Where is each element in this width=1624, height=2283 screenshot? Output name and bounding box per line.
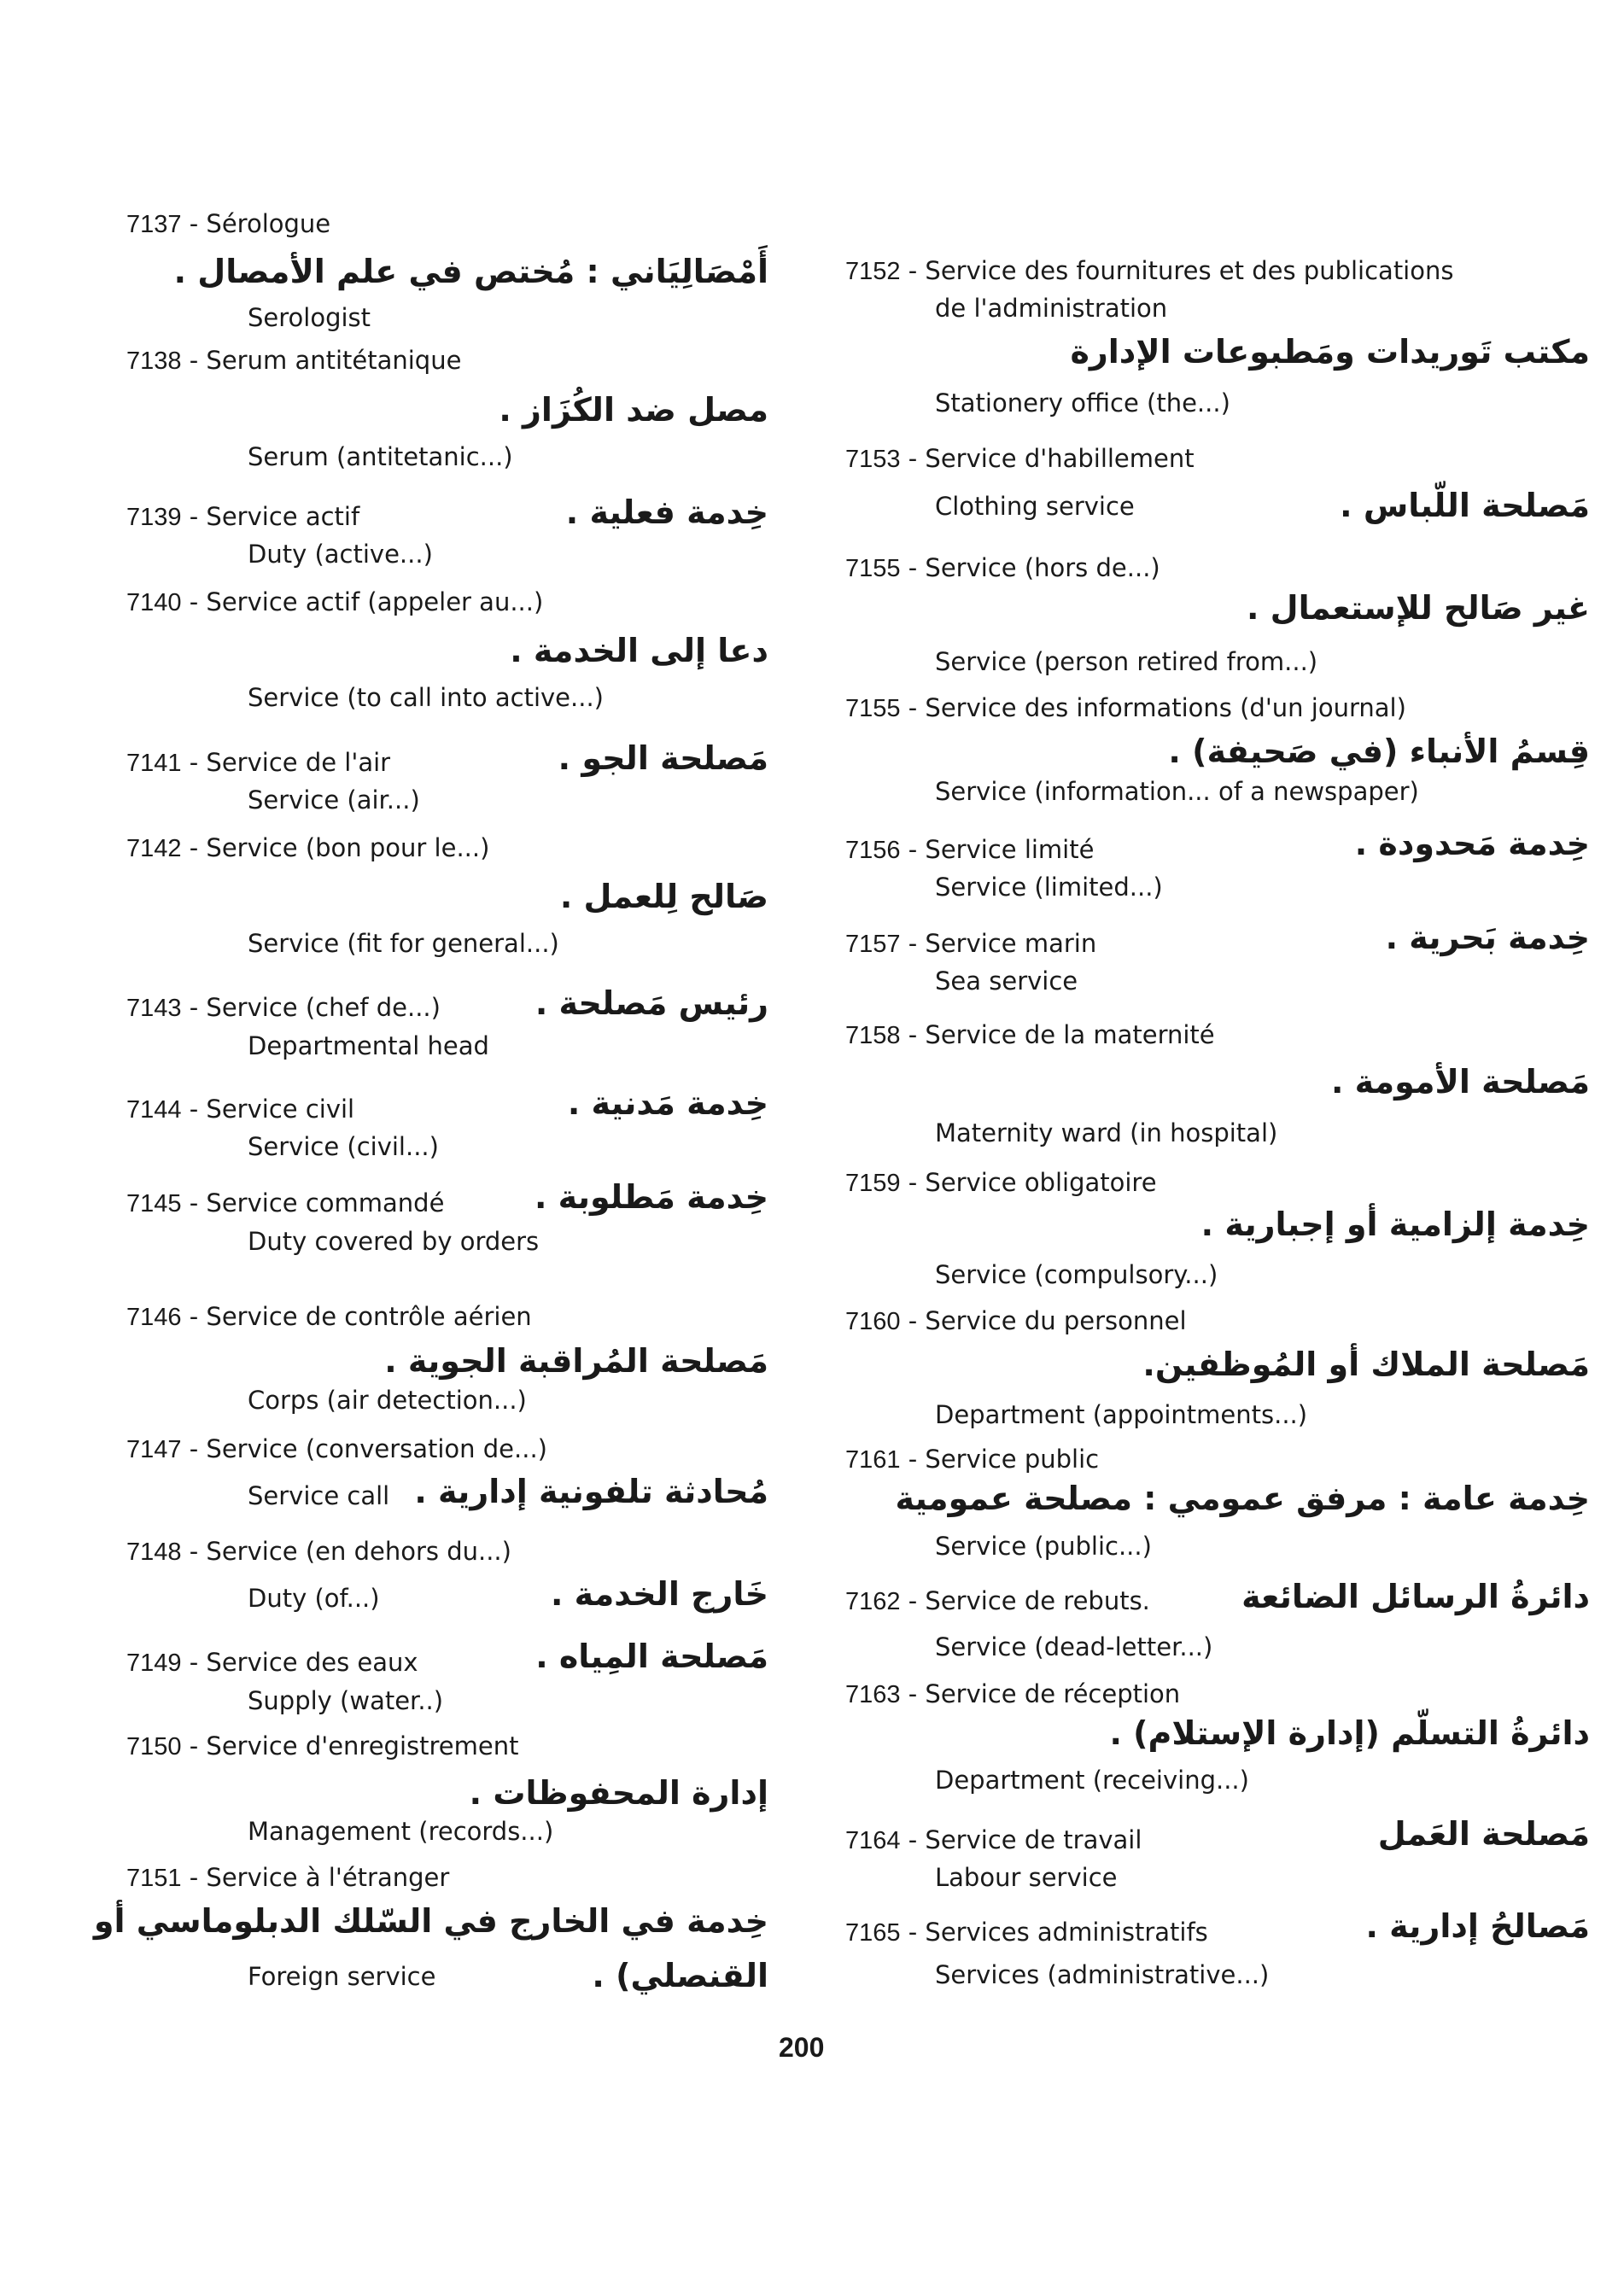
english-translation: Service (dead-letter...) [935,1632,1213,1661]
french-term: Service des informations (d'un journal) [925,693,1406,722]
english-translation: Corps (air detection...) [248,1386,527,1415]
french-term: Service (hors de...) [925,553,1160,582]
english-translation: Supply (water..) [248,1686,444,1715]
french-term: Service à l'étranger [206,1863,450,1892]
arabic-translation: مَصلحة اللّباس . [1340,487,1590,524]
entry-number: 7162 [845,1588,901,1615]
english-translation: Service (person retired from...) [935,647,1318,676]
arabic-translation: دائرةُ التسلّم (إدارة الإستلام) . [1109,1714,1590,1752]
french-term: Service (en dehors du...) [206,1537,511,1566]
arabic-translation: أَمْصَالِيَاني : مُختص في علم الأمصال . [173,253,768,290]
entry-headword-line: 7157 - Service marin [845,929,1097,958]
entry-headword-line: 7156 - Service limité [845,835,1095,864]
french-term: Service (conversation de...) [206,1434,547,1463]
entry-number: 7156 [845,837,901,864]
entry-number: 7157 [845,931,901,958]
entry-headword-line: 7152 - Service des fournitures et des publications [845,256,1454,285]
french-term: Service du personnel [925,1306,1187,1335]
entry-headword-line: 7141 - Service de l'air [126,748,391,777]
french-term: Service limité [925,835,1095,864]
french-term: Sérologue [206,209,331,238]
entry-headword-line: 7161 - Service public [845,1445,1100,1474]
arabic-translation: مصل ضد الكُزَاز . [499,391,768,429]
french-term: Service (chef de...) [206,993,441,1022]
entry-number: 7151 [126,1865,182,1892]
english-translation: Serologist [248,303,371,332]
english-translation: Service call [248,1481,390,1510]
entry-number: 7161 [845,1446,901,1474]
french-term: Service des fournitures et des publications [925,256,1454,285]
entry-number: 7138 [126,347,182,375]
arabic-translation: خِدمة بَحرية . [1385,919,1590,956]
entry-number: 7139 [126,504,182,531]
entry-headword-line: 7165 - Services administratifs [845,1918,1208,1947]
english-translation: Service (information... of a newspaper) [935,777,1419,806]
arabic-translation: مكتب تَوريدات ومَطبوعات الإدارة [1070,333,1590,371]
english-translation: Duty (of...) [248,1584,380,1613]
english-translation: Departmental head [248,1031,489,1060]
french-term: Service actif [206,502,360,531]
entry-number: 7142 [126,835,182,862]
english-translation: Service (public...) [935,1532,1152,1561]
arabic-translation: خِدمة مَدنية . [567,1084,768,1122]
arabic-translation: مَصلحة العَمل [1377,1815,1590,1853]
french-term-continued: de l'administration [935,294,1168,323]
entry-headword-line: 7159 - Service obligatoire [845,1168,1157,1197]
entry-number: 7164 [845,1827,901,1854]
entry-number: 7150 [126,1733,182,1760]
arabic-translation: رئيس مَصلحة . [535,984,768,1022]
entry-number: 7152 [845,258,901,285]
french-term: Service obligatoire [925,1168,1157,1197]
french-term: Service (bon pour le...) [206,833,490,862]
entry-number: 7144 [126,1096,182,1124]
english-translation: Service (to call into active...) [248,683,604,712]
arabic-translation: مَصلحة الملاك أو المُوظفين. [1142,1346,1590,1383]
page-number: 200 [779,2032,825,2063]
entry-headword-line: 7147 - Service (conversation de...) [126,1434,547,1463]
entry-headword-line: 7163 - Service de réception [845,1679,1181,1708]
arabic-translation: مَصالحُ إدارية . [1365,1907,1590,1945]
english-translation: Service (fit for general...) [248,929,559,958]
entry-number: 7149 [126,1649,182,1677]
entry-headword-line: 7142 - Service (bon pour le...) [126,833,490,862]
french-term: Serum antitétanique [206,346,462,375]
english-translation: Foreign service [248,1962,436,1991]
entry-number: 7163 [845,1681,901,1708]
entry-headword-line: 7160 - Service du personnel [845,1306,1187,1335]
entry-number: 7148 [126,1539,182,1566]
entry-number: 7147 [126,1436,182,1463]
french-term: Services administratifs [925,1918,1208,1947]
entry-number: 7155 [845,695,901,722]
entry-number: 7158 [845,1022,901,1049]
entry-number: 7140 [126,589,182,616]
arabic-translation: مَصلحة الجو . [558,739,768,777]
entry-number: 7141 [126,750,182,777]
english-translation: Services (administrative...) [935,1960,1270,1989]
arabic-translation: خِدمة فعلية . [565,493,768,531]
entry-headword-line: 7155 - Service des informations (d'un journal) [845,693,1406,722]
french-term: Service public [925,1445,1100,1474]
arabic-translation: خِدمة في الخارج في السّلك الدبلوماسي أو [93,1902,768,1940]
english-translation: Department (receiving...) [935,1766,1249,1795]
french-term: Service civil [206,1095,355,1124]
arabic-translation-continued: القنصلي) . [592,1957,768,1994]
entry-headword-line: 7162 - Service de rebuts. [845,1586,1150,1615]
entry-headword-line: 7143 - Service (chef de...) [126,993,441,1022]
entry-headword-line: 7148 - Service (en dehors du...) [126,1537,511,1566]
english-translation: Service (air...) [248,785,420,815]
arabic-translation: مَصلحة الأمومة . [1330,1063,1590,1101]
arabic-translation: صَالح لِلعمل . [559,878,768,915]
english-translation: Duty covered by orders [248,1227,540,1256]
entry-number: 7153 [845,446,901,473]
entry-headword-line: 7138 - Serum antitétanique [126,346,462,375]
english-translation: Duty (active...) [248,540,433,569]
arabic-translation: مَصلحة المِياه . [535,1638,768,1675]
english-translation: Service (civil...) [248,1132,439,1161]
entry-number: 7137 [126,211,182,238]
french-term: Service actif (appeler au...) [206,587,544,616]
arabic-translation: خَارج الخدمة . [550,1575,768,1613]
english-translation: Management (records...) [248,1817,554,1846]
french-term: Service de rebuts. [925,1586,1150,1615]
arabic-translation: مَصلحة المُراقبة الجوية . [384,1342,768,1380]
english-translation: Sea service [935,966,1078,996]
entry-number: 7159 [845,1170,901,1197]
entry-headword-line: 7137 - Sérologue [126,209,331,238]
french-term: Service de réception [925,1679,1181,1708]
arabic-translation: قِسمُ الأنباء (في صَحيفة) . [1168,733,1590,770]
french-term: Service d'enregistrement [206,1731,519,1760]
french-term: Service d'habillement [925,444,1195,473]
english-translation: Maternity ward (in hospital) [935,1118,1278,1147]
english-translation: Labour service [935,1863,1118,1892]
entry-headword-line: 7164 - Service de travail [845,1825,1142,1854]
entry-headword-line: 7158 - Service de la maternité [845,1020,1215,1049]
arabic-translation: خِدمة إلزامية أو إجبارية . [1200,1206,1590,1243]
english-translation: Clothing service [935,492,1135,521]
entry-headword-line: 7140 - Service actif (appeler au...) [126,587,544,616]
french-term: Service commandé [206,1188,445,1217]
arabic-translation: مُحادثة تلفونية إدارية . [414,1473,768,1510]
entry-headword-line: 7144 - Service civil [126,1095,355,1124]
entry-number: 7145 [126,1190,182,1217]
french-term: Service de travail [925,1825,1142,1854]
entry-headword-line: 7150 - Service d'enregistrement [126,1731,519,1760]
french-term: Service des eaux [206,1648,418,1677]
french-term: Service de l'air [206,748,391,777]
entry-number: 7155 [845,555,901,582]
entry-headword-line: 7146 - Service de contrôle aérien [126,1302,532,1331]
arabic-translation: غير صَالح للإستعمال . [1246,589,1590,627]
french-term: Service de contrôle aérien [206,1302,532,1331]
entry-headword-line: 7151 - Service à l'étranger [126,1863,450,1892]
english-translation: Service (compulsory...) [935,1260,1218,1289]
entry-headword-line: 7155 - Service (hors de...) [845,553,1160,582]
entry-headword-line: 7153 - Service d'habillement [845,444,1195,473]
entry-number: 7146 [126,1304,182,1331]
entry-number: 7143 [126,995,182,1022]
french-term: Service marin [925,929,1097,958]
entry-number: 7165 [845,1919,901,1947]
entry-headword-line: 7145 - Service commandé [126,1188,445,1217]
arabic-translation: دعا إلى الخدمة . [510,632,768,669]
english-translation: Service (limited...) [935,873,1163,902]
arabic-translation: إدارة المحفوظات . [469,1774,768,1812]
english-translation: Department (appointments...) [935,1400,1308,1429]
arabic-translation: دائرةُ الرسائل الضائعة [1241,1578,1590,1615]
entry-headword-line: 7149 - Service des eaux [126,1648,418,1677]
french-term: Service de la maternité [925,1020,1215,1049]
entry-number: 7160 [845,1308,901,1335]
arabic-translation: خِدمة عامة : مرفق عمومي : مصلحة عمومية [895,1480,1590,1517]
english-translation: Serum (antitetanic...) [248,442,513,471]
english-translation: Stationery office (the...) [935,388,1230,417]
entry-headword-line: 7139 - Service actif [126,502,360,531]
arabic-translation: خِدمة مَطلوبة . [535,1178,768,1216]
arabic-translation: خِدمة مَحدودة . [1354,825,1590,862]
